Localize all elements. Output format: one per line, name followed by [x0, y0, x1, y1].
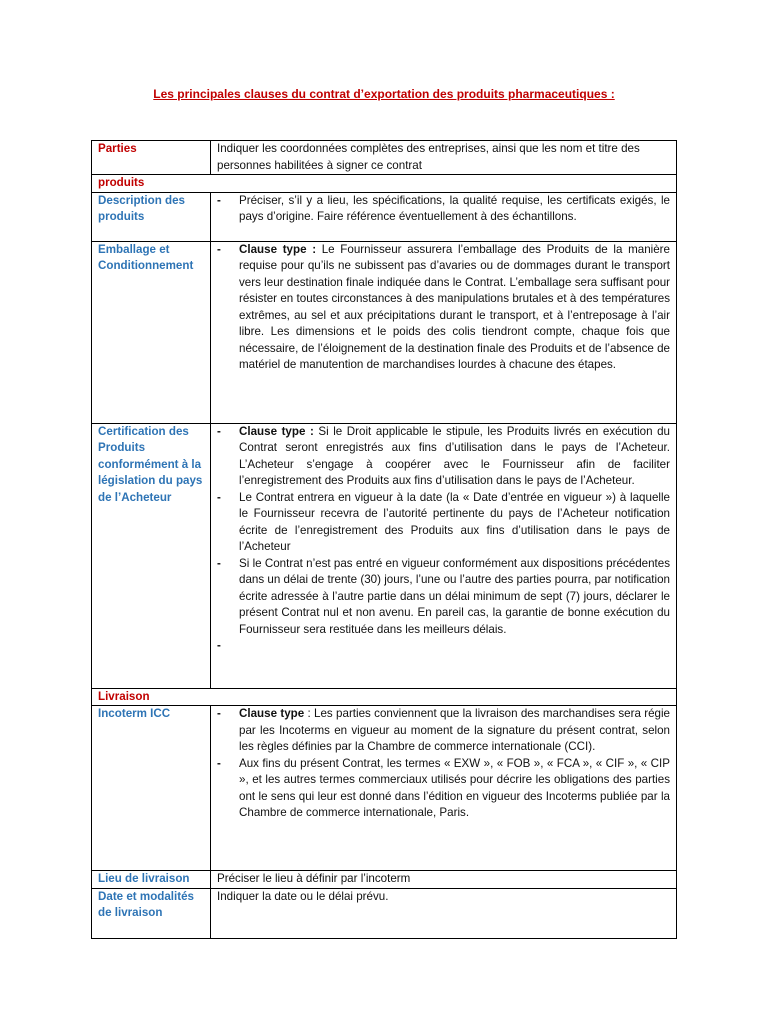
- row-content-certification: [211, 423, 677, 688]
- clause-text: Si le Droit applicable le stipule, les Produits livrés en exécution du Contrat seront enregistrés aux fins d’utilisation dans le pays de l’Acheteur. L’Acheteur s’engage à coopérer avec le Fournisseur afin de faciliter l’enregistrement des Produits aux fins d’utilisation dans le pays de l’Acheteur.: [239, 424, 670, 487]
- row-label-lieu: Lieu de livraison: [92, 871, 211, 889]
- row-content-emballage: [211, 241, 677, 423]
- clause-text: Aux fins du présent Contrat, les termes « EXW », « FOB », « FCA », « CIF », « CIP », et les autres termes commerciaux utilisés pour décrire les obligations des parties ont le sens qui leur est donné dans l’édition en vigueur des Incoterms publiée par la Chambre de commerce internationale, Paris.: [239, 756, 670, 819]
- clause-type-label: Clause type :: [239, 242, 317, 256]
- row-label-parties: Parties: [92, 141, 211, 175]
- list-item: [217, 556, 670, 639]
- list-item: [217, 756, 670, 822]
- clauses-table: [91, 140, 677, 939]
- row-content-date: Indiquer la date ou le délai prévu.: [211, 888, 677, 938]
- row-label-certification: Certification des Produits conformément à la législation du pays de l’Acheteur: [92, 423, 211, 688]
- clause-type-label: Clause type :: [239, 424, 314, 438]
- table-row-incoterm: [92, 706, 677, 871]
- section-row-produits: [92, 175, 677, 193]
- list-item: [217, 490, 670, 556]
- list-item: [217, 242, 670, 374]
- table-row-certification: [92, 423, 677, 688]
- row-content-incoterm: [211, 706, 677, 871]
- clause-text: Le Fournisseur assurera l’emballage des Produits de la manière requise pour qu’ils ne subissent pas d’avaries ou de dommages durant le transport vers leur destination finale indiquée dans le Contrat. L’emballage sera suffisant pour résister en toutes circonstances à des manipulations brutales et à des températures extrêmes, au sel et aux précipitations durant le transport, et à l’entreposage à l’air libre. Les dimensions et le poids des colis tiendront compte, chaque fois que nécessaire, de l’éloignement de la destination finale des Produits et de l’absence de matériel de manutention de marchandises lourdes à chacune des étapes.: [239, 242, 670, 371]
- list-item-empty: [217, 638, 670, 655]
- clause-text: : Les parties conviennent que la livraison des marchandises sera régie par les Incoterms en vigueur au moment de la signature du présent contrat, selon les règles définies par la Chambre de commerce internationale (CCI).: [239, 707, 670, 753]
- section-heading-produits: produits: [92, 175, 677, 193]
- row-label-emballage: Emballage et Conditionnement: [92, 241, 211, 423]
- table-row-date: [92, 888, 677, 938]
- list-item: [217, 706, 670, 756]
- row-label-date: Date et modalités de livraison: [92, 888, 211, 938]
- list-item: [217, 424, 670, 490]
- clause-text: Si le Contrat n’est pas entré en vigueur conformément aux dispositions précédentes dans un délai de trente (30) jours, l’une ou l’autre des parties pourra, par notification écrite adressée à l’autre partie dans un délai minimum de sept (7) jours, déclarer le présent Contrat nul et non avenu. En pareil cas, la garantie de bonne exécution du Fournisseur sera restituée dans les meilleurs délais.: [239, 556, 670, 636]
- table-row-lieu: [92, 871, 677, 889]
- clause-text: Le Contrat entrera en vigueur à la date (la « Date d’entrée en vigueur ») à laquelle le Fournisseur recevra de l’autorité pertinente du pays de l’Acheteur notification écrite de l’enregistrement des Produits aux fins d’utilisation dans le pays de l’Acheteur: [239, 490, 670, 553]
- row-content-lieu: Préciser le lieu à définir par l’incoterm: [211, 871, 677, 889]
- section-row-livraison: [92, 688, 677, 706]
- section-heading-livraison: Livraison: [92, 688, 677, 706]
- table-row-parties: [92, 141, 677, 175]
- clause-type-label: Clause type: [239, 707, 305, 720]
- row-label-incoterm: Incoterm ICC: [92, 706, 211, 871]
- row-label-description: Description des produits: [92, 192, 211, 241]
- document-title: Les principales clauses du contrat d’exportation des produits pharmaceutiques :: [153, 87, 615, 101]
- row-content-description: [211, 192, 677, 241]
- list-item: - Préciser, s’il y a lieu, les spécifications, la qualité requise, les certificats exigés, le pays d’origine. Faire référence éventuellement à des échantillons.: [217, 193, 670, 226]
- table-row-description: [92, 192, 677, 241]
- table-row-emballage: [92, 241, 677, 423]
- row-content-parties: Indiquer les coordonnées complètes des entreprises, ainsi que les nom et titre des personnes habilitées à signer ce contrat: [211, 141, 677, 175]
